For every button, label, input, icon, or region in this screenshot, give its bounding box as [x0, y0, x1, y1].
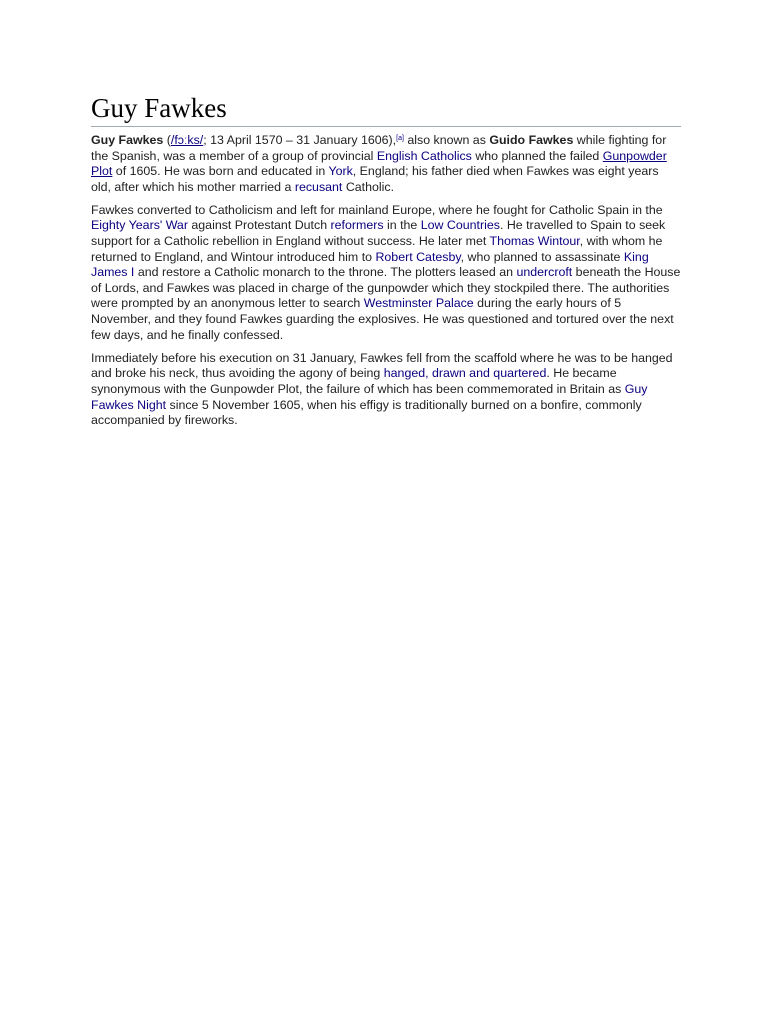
link-low-countries[interactable]: Low Countries: [420, 218, 500, 233]
text: against Protestant Dutch: [187, 218, 331, 233]
text: . He became synonymous with the Gunpowder Plot, the failure of which has been commemorated in Britain as: [91, 366, 625, 396]
text: Fawkes converted to Catholicism and left for mainland Europe, where he fought for Catholic Spain in the: [91, 202, 663, 217]
paragraph-death-legacy: [91, 351, 681, 429]
text: Catholic.: [342, 179, 395, 194]
text: . He travelled to Spain to seek support for a Catholic rebellion in England without success. He later met: [91, 218, 666, 249]
text: Immediately before his execution on 31 January, Fawkes fell from the scaffold where he was to be hanged and broke his neck, thus avoiding the agony of being: [91, 350, 673, 381]
link-english-catholics[interactable]: English Catholics: [376, 148, 472, 163]
link-westminster-palace[interactable]: Westminster Palace: [363, 296, 474, 311]
text: and restore a Catholic monarch to the throne. The plotters leased an: [134, 265, 517, 280]
bold-alias: Guido Fawkes: [489, 133, 574, 147]
paragraph-career: [91, 203, 681, 343]
text: since 5 November 1605, when his effigy is traditionally burned on a bonfire, commonly accompanied by fireworks.: [91, 397, 642, 428]
link-eighty-years-war[interactable]: Eighty Years' War: [91, 218, 188, 233]
bold-name: Guy Fawkes: [91, 133, 164, 147]
text: of 1605. He was born and educated in: [112, 164, 329, 179]
text: , who planned to assassinate: [460, 249, 624, 264]
text: beneath the House of Lords, and Fawkes was placed in charge of the gunpowder which they stockpiled there. The authorities were prompted by an anonymous letter to search: [91, 265, 681, 311]
text: who planned the failed: [471, 148, 603, 163]
link-gunpowder-plot[interactable]: Gunpowder Plot: [91, 148, 667, 179]
link-king-james[interactable]: King James I: [91, 249, 649, 280]
text: while fighting for the Spanish, was a member of a group of provincial: [91, 133, 667, 163]
link-hanged-drawn-quartered[interactable]: hanged, drawn and quartered: [383, 366, 547, 381]
link-guy-fawkes-night[interactable]: Guy Fawkes Night: [91, 381, 648, 412]
text: , England; his father died when Fawkes was eight years old, after which his mother married a: [91, 164, 659, 194]
text: in the: [383, 218, 421, 233]
link-york[interactable]: York: [328, 164, 353, 179]
link-undercroft[interactable]: undercroft: [516, 265, 573, 280]
text: , with whom he returned to England, and Wintour introduced him to: [91, 234, 663, 264]
article-title: Guy Fawkes: [91, 92, 681, 127]
paragraph-intro: [91, 133, 681, 195]
link-thomas-wintour[interactable]: Thomas Wintour: [489, 234, 580, 249]
article-content: [91, 92, 681, 429]
text: also known as: [403, 133, 490, 147]
text: (: [163, 133, 171, 147]
pronunciation-link[interactable]: /fɔːks/: [170, 133, 204, 147]
link-reformers[interactable]: reformers: [330, 218, 384, 233]
link-recusant[interactable]: recusant: [294, 179, 343, 194]
footnote-link[interactable]: [a]: [396, 135, 404, 142]
link-robert-catesby[interactable]: Robert Catesby: [375, 249, 461, 264]
text: during the early hours of 5 November, and they found Fawkes guarding the explosives. He was questioned and tortured over the next few days, and he finally confessed.: [91, 296, 674, 342]
text: ; 13 April 1570 – 31 January 1606),: [203, 133, 397, 147]
